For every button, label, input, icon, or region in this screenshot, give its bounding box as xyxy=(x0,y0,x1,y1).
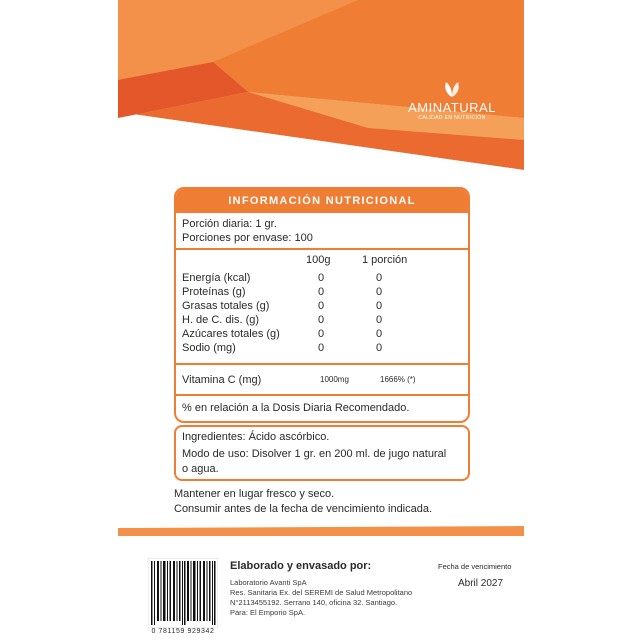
barcode-icon xyxy=(148,558,218,628)
divider xyxy=(176,394,468,396)
daily-value-footnote: % en relación a la Dosis Diaria Recomendado. xyxy=(182,402,410,414)
barcode-number: 0 781159 929342 xyxy=(151,628,215,635)
brand-logo xyxy=(388,80,516,122)
usage-instructions: Modo de uso: Disolver 1 gr. en 200 ml. de jugo natural xyxy=(182,448,447,460)
nutrient-label: Proteínas (g) xyxy=(182,286,246,298)
nutrient-value-portion: 0 xyxy=(376,328,383,340)
nutrient-label: Energía (kcal) xyxy=(182,272,251,284)
nutrition-title: INFORMACIÓN NUTRICIONAL xyxy=(176,189,468,213)
servings-per-container: Porciones por envase: 100 xyxy=(182,232,313,244)
brand-name: AMINATURAL xyxy=(408,100,496,115)
nutrient-value-100g: 0 xyxy=(318,342,325,354)
nutrient-value-100g: 0 xyxy=(318,328,325,340)
ingredients-box xyxy=(174,425,470,481)
expiry-label: Fecha de vencimiento xyxy=(438,562,512,571)
storage-instructions xyxy=(174,487,432,517)
nutrient-label: Grasas totales (g) xyxy=(182,300,270,312)
vitamin-value-portion: 1666% (*) xyxy=(380,375,416,384)
leaf-icon xyxy=(442,80,462,98)
brand-tagline: CALIDAD EN NUTRICIÓN xyxy=(418,115,486,121)
nutrient-value-100g: 0 xyxy=(318,286,325,298)
serving-daily: Porción diaria: 1 gr. xyxy=(182,218,277,230)
expiry-note: Consumir antes de la fecha de vencimiento indicada. xyxy=(174,503,433,515)
product-label xyxy=(118,0,524,640)
nutrient-value-portion: 0 xyxy=(376,286,383,298)
nutrient-label: H. de C. dis. (g) xyxy=(182,314,260,326)
nutrient-value-100g: 0 xyxy=(318,314,325,326)
expiry-date: Abril 2027 xyxy=(458,578,504,589)
usage-instructions-cont: o agua. xyxy=(182,463,219,475)
nutrient-value-portion: 0 xyxy=(376,314,383,326)
nutrition-facts-box xyxy=(174,187,470,423)
nutrient-value-portion: 0 xyxy=(376,342,383,354)
nutrient-value-portion: 0 xyxy=(376,300,383,312)
manufacturer-line: N°2113455192. Serrano 140, oficina 32. Santiago. xyxy=(230,598,398,607)
manufacturer-line: Res. Sanitaria Ex. del SEREMI de Salud Metropolitano xyxy=(230,588,413,597)
vitamin-label: Vitamina C (mg) xyxy=(182,374,262,386)
nutrient-label: Azúcares totales (g) xyxy=(182,328,280,340)
nutrient-value-portion: 0 xyxy=(376,272,383,284)
manufacturer-line: Para: El Emporio SpA. xyxy=(230,608,306,617)
vitamin-value-100g: 1000mg xyxy=(320,375,349,384)
nutrient-value-100g: 0 xyxy=(318,300,325,312)
nutrient-label: Sodio (mg) xyxy=(182,342,236,354)
decorative-strip xyxy=(118,526,524,536)
nutrient-value-100g: 0 xyxy=(318,272,325,284)
divider xyxy=(176,248,468,250)
manufacturer-line: Laboratorio Avanti SpA xyxy=(230,578,307,587)
manufacturer-title: Elaborado y envasado por: xyxy=(230,560,372,572)
divider xyxy=(176,363,468,365)
column-header-portion: 1 porción xyxy=(362,254,408,266)
storage-line: Mantener en lugar fresco y seco. xyxy=(174,488,335,500)
column-header-100g: 100g xyxy=(306,254,331,266)
header-banner xyxy=(118,0,524,170)
manufacturer-footer xyxy=(118,540,524,640)
ingredients-text: Ingredientes: Ácido ascórbico. xyxy=(182,431,330,443)
